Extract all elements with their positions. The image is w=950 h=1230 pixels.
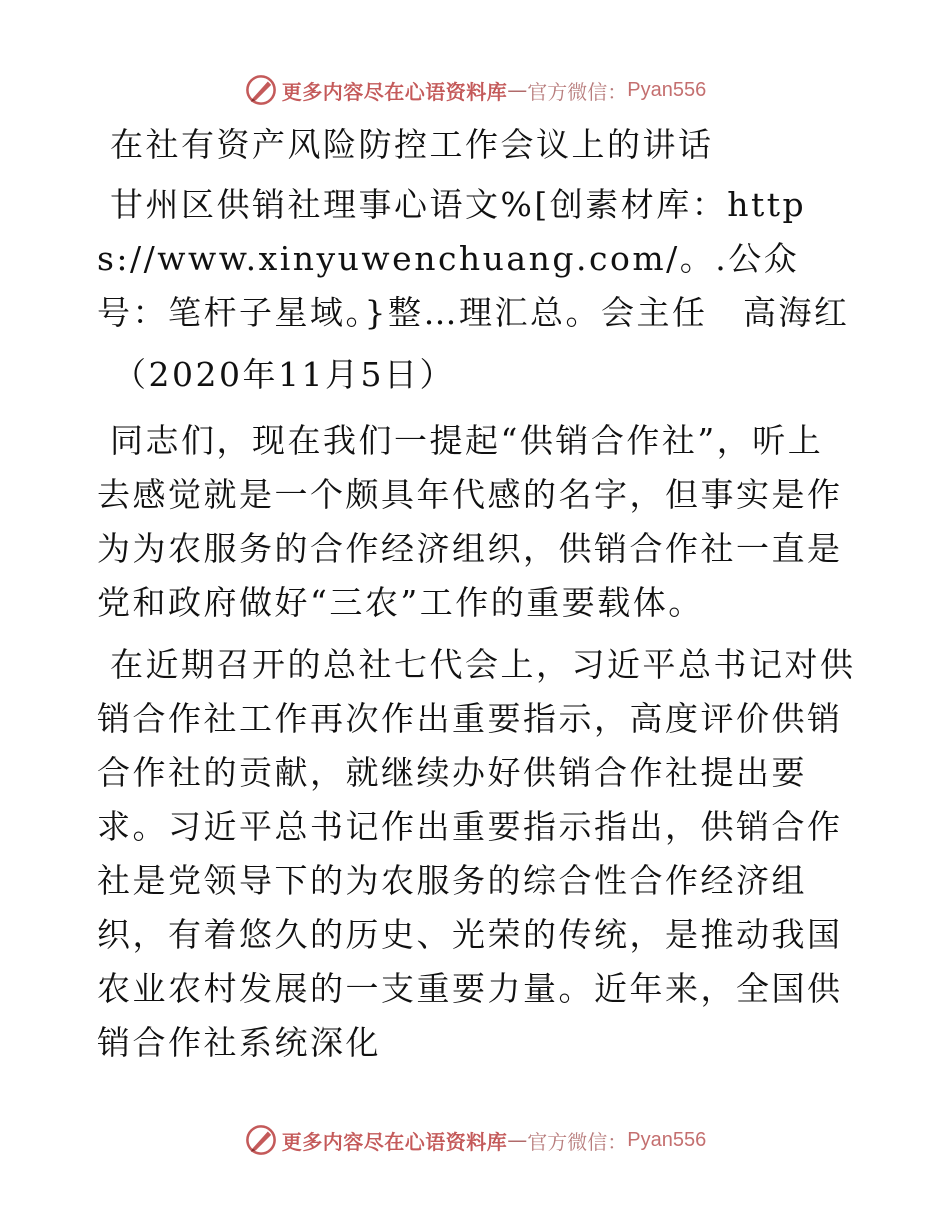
footer-watermark (0, 1120, 950, 1160)
paragraph: 在近期召开的总社七代会上，习近平总书记对供销合作社工作再次作出重要指示，高度评价供销合作社的贡献，就继续办好供销合作社提出要求。习近平总书记作出重要指示指出，供销合作社是党领导下的为农服务的综合性合作经济组织，有着悠久的历史、光荣的传统，是推动我国农业农村发展的一支重要力量。近年来，全国供销合作社系统深化 (97, 645, 856, 1062)
watermark-sub-text: 官方微信： (527, 79, 628, 104)
pen-logo-icon (244, 73, 278, 107)
watermark-dash: — (507, 78, 528, 102)
paragraph: 同志们，现在我们一提起“供销合作社”，听上去感觉就是一个颇具年代感的名字，但事实是作为为农服务的合作经济组织，供销合作社一直是党和政府做好“三农”工作的重要载体。 (97, 421, 843, 622)
watermark-id: Pyan556 (627, 1128, 707, 1151)
watermark-main-text: 更多内容尽在心语资料库 (281, 1129, 508, 1154)
header-watermark (0, 70, 950, 110)
speech-date: （2020年11月5日） (113, 355, 455, 394)
watermark-sub-text: 官方微信： (527, 1129, 628, 1154)
document-body (97, 118, 857, 1070)
document-title: 在社有资产风险防控工作会议上的讲话 (110, 125, 714, 164)
pen-logo-icon (244, 1123, 278, 1157)
watermark-id: Pyan556 (627, 78, 707, 101)
author-line: 甘州区供销社理事心语文%[创素材库：https://www.xinyuwenchuang.com/。.公众号：笔杆子星域。}整…理汇总。会主任 高海红 (97, 185, 850, 332)
watermark-main-text: 更多内容尽在心语资料库 (281, 79, 508, 104)
watermark-dash: — (507, 1128, 528, 1152)
